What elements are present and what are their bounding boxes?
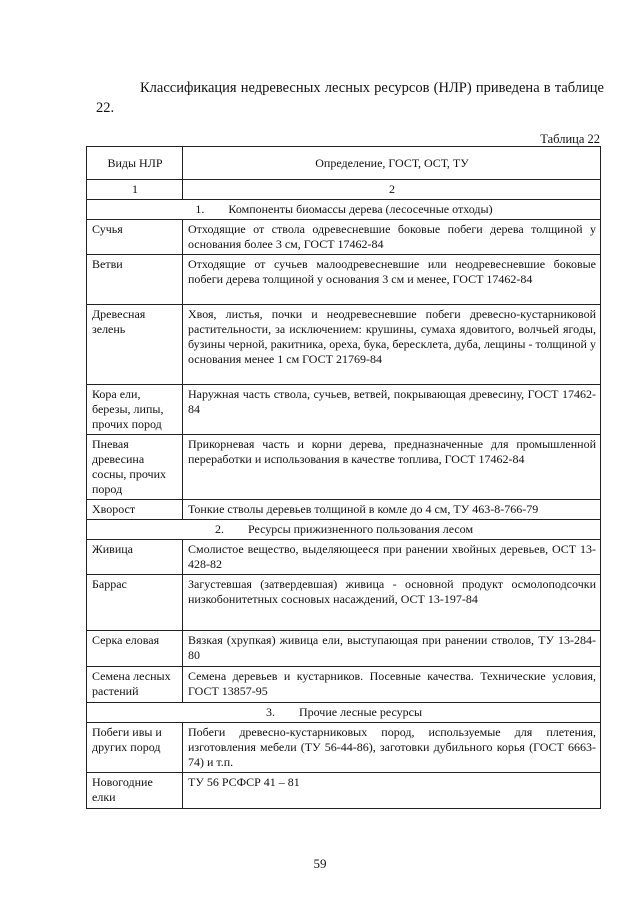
resource-definition: Прикорневая часть и корни дерева, предназначенные для промышленной переработки и использования в качестве топлива, ГОСТ 17462-84 [183, 435, 601, 500]
resource-definition: Загустевшая (затвердевшая) живица - основной продукт осмолоподсочки низкобонитетных сосновых насаждений, ОСТ 13-197-84 [183, 575, 601, 631]
table-row [87, 500, 601, 520]
table-row [87, 667, 601, 703]
resource-name: Древесная зелень [87, 305, 183, 385]
header-cell-types: Виды НЛР [87, 147, 183, 180]
section-title: Прочие лесные ресурсы [298, 705, 423, 719]
resource-name: Серка еловая [87, 631, 183, 667]
table-row [87, 385, 601, 435]
resource-definition: Отходящие от сучьев малоодревесневшие или неодревесневшие боковые побеги дерева толщиной у основания 3 см и менее, ГОСТ 17462-84 [183, 255, 601, 305]
table-row [87, 773, 601, 809]
page-number: 59 [313, 856, 327, 871]
resource-name: Ветви [87, 255, 183, 305]
table-row [87, 305, 601, 385]
resource-definition: Хвоя, листья, почки и неодревесневшие побеги древесно-кустарниковой растительности, за исключением: крушины, сумаха ядовитого, волчьей ягоды, бузины черной, ракитника, ореха, бука, бересклета, дуба, лещины - толщиной у основания менее 1 см ГОСТ 21769-84 [183, 305, 601, 385]
table-row [87, 631, 601, 667]
resource-definition: ТУ 56 РСФСР 41 – 81 [183, 773, 601, 809]
resource-definition: Вязкая (хрупкая) живица ели, выступающая при ранении стволов, ТУ 13-284-80 [183, 631, 601, 667]
resource-name: Живица [87, 540, 183, 575]
resource-definition: Тонкие стволы деревьев толщиной в комле до 4 см, ТУ 463-8-766-79 [183, 500, 601, 520]
table-caption: Таблица 22 [540, 132, 600, 146]
section-number: 3. [265, 705, 275, 719]
resource-name: Сучья [87, 220, 183, 255]
table-row [87, 540, 601, 575]
resource-definition: Семена деревьев и кустарников. Посевные качества. Технические условия, ГОСТ 13857-95 [183, 667, 601, 703]
nlr-classification-table [86, 146, 601, 809]
resource-definition: Побеги древесно-кустарниковых пород, используемые для плетения, изготовления мебели (ТУ 56-44-86), заготовки дубильного корья (ГОСТ 6663-74) и т.п. [183, 723, 601, 773]
column-number-2: 2 [183, 180, 601, 200]
resource-name: Пневая древесина сосны, прочих пород [87, 435, 183, 500]
table-row [87, 435, 601, 500]
section-heading [87, 520, 601, 540]
header-cell-definition: Определение, ГОСТ, ОСТ, ТУ [183, 147, 601, 180]
table-row [87, 220, 601, 255]
table-header-row [87, 147, 601, 180]
section-row [87, 200, 601, 220]
table-row [87, 255, 601, 305]
resource-definition: Наружная часть ствола, сучьев, ветвей, покрывающая древесину, ГОСТ 17462-84 [183, 385, 601, 435]
section-row [87, 703, 601, 723]
resource-definition: Смолистое вещество, выделяющееся при ранении хвойных деревьев, ОСТ 13-428-82 [183, 540, 601, 575]
column-number-1: 1 [87, 180, 183, 200]
resource-definition: Отходящие от ствола одревесневшие боковые побеги дерева толщиной у основания более 3 см, ГОСТ 17462-84 [183, 220, 601, 255]
column-number-row [87, 180, 601, 200]
table-row [87, 575, 601, 631]
section-title: Компоненты биомассы дерева (лесосечные отходы) [228, 202, 493, 216]
section-heading [87, 703, 601, 723]
table-row [87, 723, 601, 773]
section-number: 2. [214, 522, 224, 536]
section-heading [87, 200, 601, 220]
resource-name: Кора ели, березы, липы, прочих пород [87, 385, 183, 435]
resource-name: Новогодние елки [87, 773, 183, 809]
section-number: 1. [195, 202, 205, 216]
section-title: Ресурсы прижизненного пользования лесом [247, 522, 474, 536]
resource-name: Семена лесных растений [87, 667, 183, 703]
resource-name: Хворост [87, 500, 183, 520]
resource-name: Баррас [87, 575, 183, 631]
resource-name: Побеги ивы и других пород [87, 723, 183, 773]
section-row [87, 520, 601, 540]
intro-paragraph: Классификация недревесных лесных ресурсов (НЛР) приведена в таблице 22. [96, 79, 604, 116]
